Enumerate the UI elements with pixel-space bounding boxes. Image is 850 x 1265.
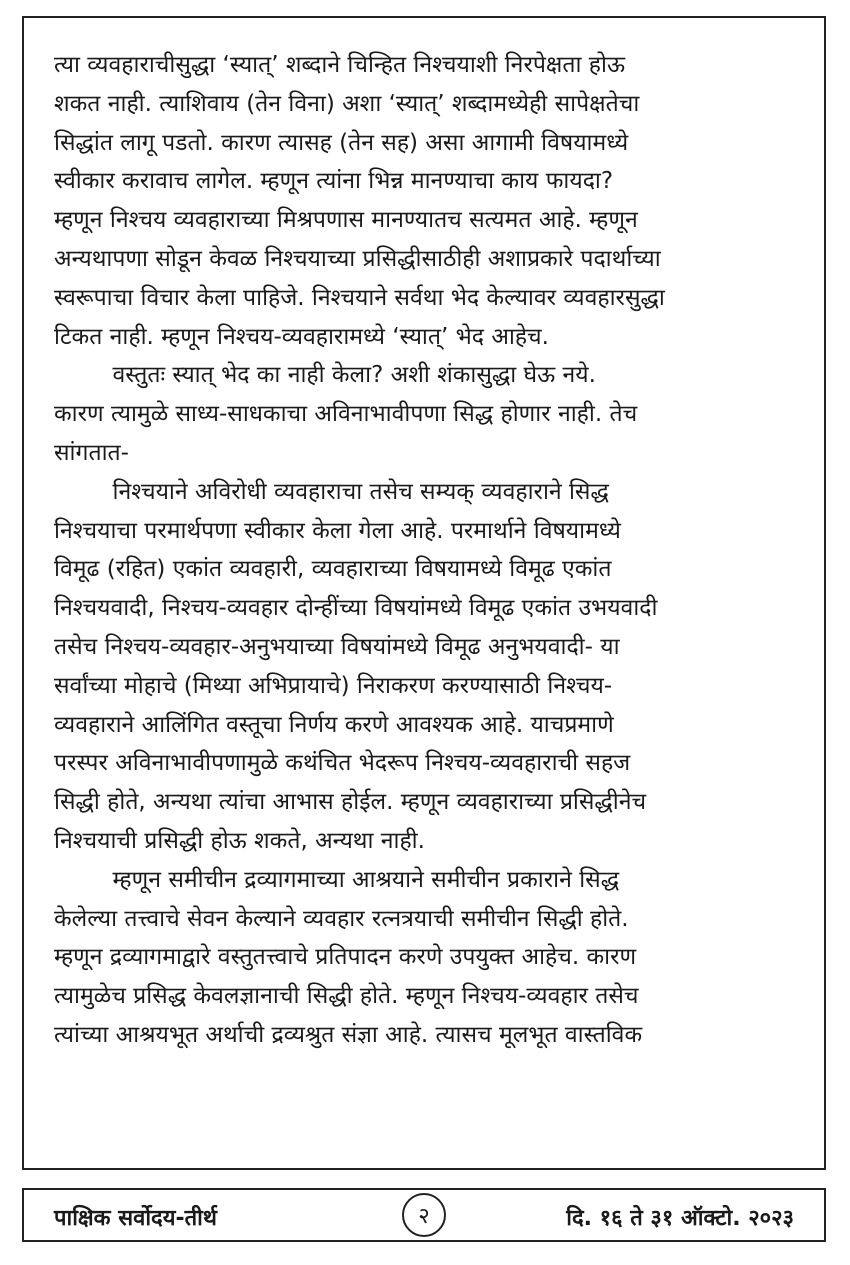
text-line: स्वरूपाचा विचार केला पाहिजे. निश्चयाने सर्वथा भेद केल्यावर व्यवहारसुद्धा	[54, 284, 665, 311]
text-line: टिकत नाही. म्हणून निश्चय-व्यवहारामध्ये ‘स्यात्’ भेद आहेच.	[54, 323, 549, 350]
text-line: त्यामुळेच प्रसिद्ध केवलज्ञानाची सिद्धी होते. म्हणून निश्चय-व्यवहार तसेच	[54, 983, 639, 1010]
text-line: शकत नाही. त्याशिवाय (तेन विना) अशा ‘स्यात्’ शब्दामध्येही सापेक्षतेचा	[54, 90, 640, 117]
text-line: विमूढ (रहित) एकांत व्यवहारी, व्यवहाराच्या विषयामध्ये विमूढ एकांत	[54, 556, 612, 583]
text-line: निश्चयाने अविरोधी व्यवहाराचा तसेच सम्यक् व्यवहाराने सिद्ध	[54, 478, 609, 505]
text-line: त्या व्यवहाराचीसुद्धा ‘स्यात्’ शब्दाने चिन्हित निश्चयाशी निरपेक्षता होऊ	[54, 52, 626, 78]
text-line: म्हणून समीचीन द्रव्यागमाच्या आश्रयाने समीचीन प्रकाराने सिद्ध	[54, 866, 620, 893]
text-line: कारण त्यामुळे साध्य-साधकाचा अविनाभावीपणा सिद्ध होणार नाही. तेच	[54, 401, 638, 428]
text-line: परस्पर अविनाभावीपणामुळे कथंचित भेदरूप निश्चय-व्यवहाराची सहज	[54, 750, 631, 777]
text-line: सर्वांच्या मोहाचे (मिथ्या अभिप्रायाचे) निराकरण करण्यासाठी निश्चय-	[54, 672, 613, 699]
text-line: निश्चयाची प्रसिद्धी होऊ शकते, अन्यथा नाही.	[54, 827, 425, 854]
body-text	[54, 46, 804, 1055]
text-line: तसेच निश्चय-व्यवहार-अनुभयाच्या विषयांमध्ये विमूढ अनुभयवादी- या	[54, 633, 620, 660]
issue-date: दि. १६ ते ३१ ऑक्टो. २०२३	[566, 1206, 794, 1231]
text-line: वस्तुतः स्यात् भेद का नाही केला? अशी शंकासुद्धा घेऊ नये.	[54, 362, 596, 389]
page-footer	[22, 1188, 826, 1242]
text-line: निश्चयवादी, निश्चय-व्यवहार दोन्हींच्या विषयांमध्ये विमूढ एकांत उभयवादी	[54, 595, 658, 622]
text-line: सिद्धांत लागू पडतो. कारण त्यासह (तेन सह) असा आगामी विषयामध्ये	[54, 129, 629, 156]
text-line: स्वीकार करावाच लागेल. म्हणून त्यांना भिन्न मानण्याचा काय फायदा?	[54, 168, 614, 195]
body-text-frame	[22, 16, 826, 1170]
text-line: निश्चयाचा परमार्थपणा स्वीकार केला गेला आहे. परमार्थाने विषयामध्ये	[54, 517, 621, 544]
text-line: व्यवहाराने आलिंगित वस्तूचा निर्णय करणे आवश्यक आहे. याचप्रमाणे	[54, 711, 614, 738]
publication-name: पाक्षिक सर्वोदय-तीर्थ	[54, 1206, 217, 1231]
page-number: २	[402, 1193, 446, 1237]
text-line: सिद्धी होते, अन्यथा त्यांचा आभास होईल. म्हणून व्यवहाराच्या प्रसिद्धीनेच	[54, 789, 647, 816]
text-line: त्यांच्या आश्रयभूत अर्थाची द्रव्यश्रुत संज्ञा आहे. त्यासच मूलभूत वास्तविक	[54, 1021, 643, 1048]
text-line: केलेल्या तत्त्वाचे सेवन केल्याने व्यवहार रत्नत्रयाची समीचीन सिद्धी होते.	[54, 905, 629, 932]
text-line: म्हणून द्रव्यागमाद्वारे वस्तुतत्त्वाचे प्रतिपादन करणे उपयुक्त आहेच. कारण	[54, 944, 637, 971]
text-line: अन्यथापणा सोडून केवळ निश्चयाच्या प्रसिद्धीसाठीही अशाप्रकारे पदार्थाच्या	[54, 245, 661, 272]
text-line: म्हणून निश्चय व्यवहाराच्या मिश्रपणास मानण्यातच सत्यमत आहे. म्हणून	[54, 207, 638, 234]
text-line: सांगतात-	[54, 439, 129, 466]
